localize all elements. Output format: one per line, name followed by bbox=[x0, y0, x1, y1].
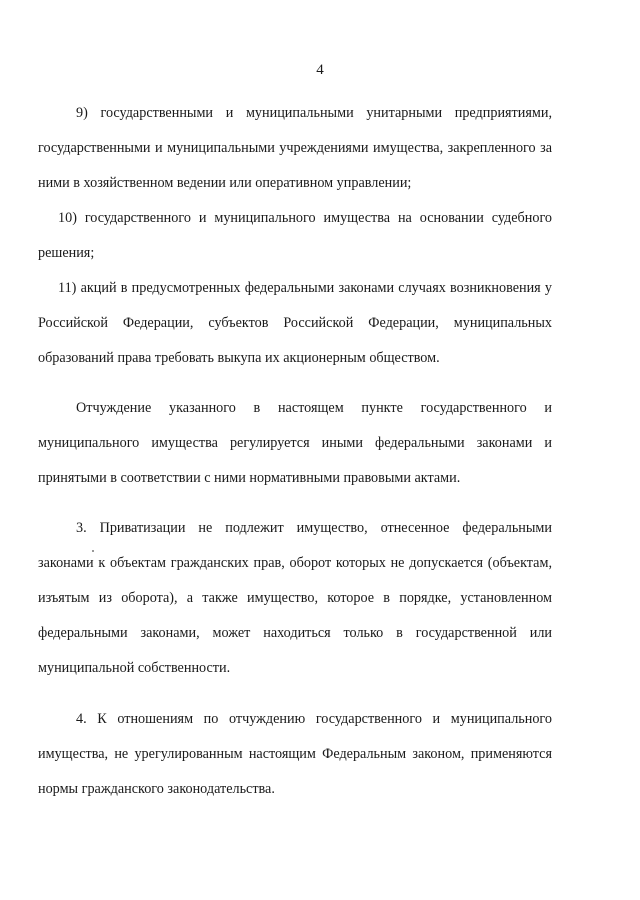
page-number: 4 bbox=[316, 62, 324, 78]
paragraph-clause-4: 4. К отношениям по отчуждению государственного и муниципального имущества, не урегулированным настоящим Федеральным законом, применяются нормы гражданского законодательства. bbox=[38, 711, 552, 797]
paragraph-item-11: 11) акций в предусмотренных федеральными законами случаях возникновения у Российской Федерации, субъектов Российской Федерации, муниципальных образований права требовать выкупа их акционерным обществом. bbox=[38, 280, 552, 366]
paragraph-clause-3: 3. Приватизации не подлежит имущество, отнесенное федеральными законами к объектам гражданских прав, оборот которых не допускается (объектам, изъятым из оборота), а также имущество, которое в порядке, установленном федеральными законами, может находиться только в государственной или муниципальной собственности. bbox=[38, 520, 552, 676]
paragraph-item-10: 10) государственного и муниципального имущества на основании судебного решения; bbox=[38, 210, 552, 261]
document-body bbox=[38, 96, 552, 807]
scan-speck bbox=[92, 550, 94, 552]
paragraph-item-9: 9) государственными и муниципальными унитарными предприятиями, государственными и муниципальными учреждениями имущества, закрепленного за ними в хозяйственном ведении или оперативном управлении; bbox=[38, 105, 552, 191]
paragraph-alienation-regulation: Отчуждение указанного в настоящем пункте государственного и муниципального имущества регулируется иными федеральными законами и принятыми в соответствии с ними нормативными правовыми актами. bbox=[38, 400, 552, 486]
